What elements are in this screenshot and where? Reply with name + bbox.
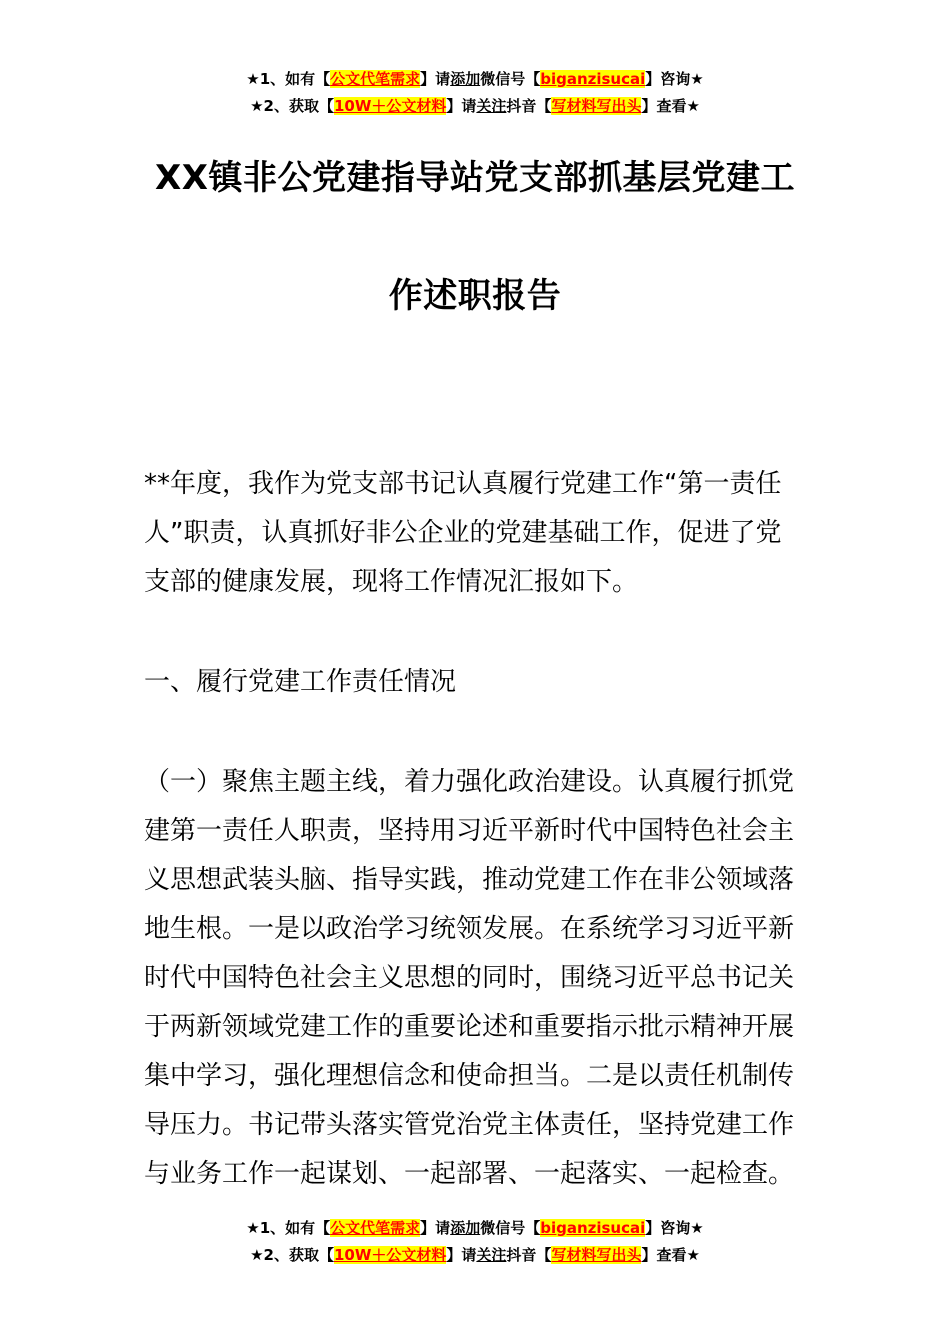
banner-text: ★1、如有【 xyxy=(246,1219,331,1237)
section-heading xyxy=(144,658,808,707)
banner-underlined: 添加 xyxy=(450,1219,481,1237)
text-line: 集中学习，强化理想信念和使命担当。二是以责任机制传 xyxy=(144,1061,795,1091)
text-line: 义思想武装头脑、指导实践，推动党建工作在非公领域落 xyxy=(144,865,795,895)
banner-highlight: 10W＋公文材料 xyxy=(333,97,447,115)
banner-underlined: 关注 xyxy=(476,97,507,115)
banner-highlight: 10W＋公文材料 xyxy=(333,1246,447,1264)
text-line: 建第一责任人职责，坚持用习近平新时代中国特色社会主 xyxy=(144,816,795,846)
banner-text: 】请 xyxy=(446,1246,477,1264)
section-body-paragraph xyxy=(144,758,808,1199)
banner-line-1 xyxy=(0,66,950,93)
banner-text: 】查看★ xyxy=(641,97,700,115)
document-title-line-2: 作述职报告 xyxy=(388,276,562,316)
banner-text: 】咨询★ xyxy=(645,1219,704,1237)
banner-line-2 xyxy=(0,1242,950,1269)
banner-text: 微信号【 xyxy=(480,1219,541,1237)
text-line: 地生根。一是以政治学习统领发展。在系统学习习近平新 xyxy=(144,914,795,944)
banner-underlined: 关注 xyxy=(476,1246,507,1264)
banner-highlight-douyin: 写材料写出头 xyxy=(551,97,642,115)
banner-text: 微信号【 xyxy=(480,70,541,88)
banner-highlight: 公文代笔需求 xyxy=(330,70,421,88)
text-line: **年度，我作为党支部书记认真履行党建工作“第一责任 xyxy=(144,469,782,499)
banner-text: 】请 xyxy=(420,70,451,88)
banner-text: ★1、如有【 xyxy=(246,70,331,88)
banner-text: ★2、获取【 xyxy=(250,1246,334,1264)
top-banner xyxy=(0,66,950,120)
banner-highlight-douyin: 写材料写出头 xyxy=(551,1246,642,1264)
banner-highlight-wechat: biganzisucai xyxy=(540,1219,646,1237)
banner-highlight: 公文代笔需求 xyxy=(330,1219,421,1237)
text-line: （一）聚焦主题主线，着力强化政治建设。认真履行抓党 xyxy=(144,767,795,797)
banner-text: 抖音【 xyxy=(506,97,552,115)
text-line: 时代中国特色社会主义思想的同时，围绕习近平总书记关 xyxy=(144,963,795,993)
banner-text: 】查看★ xyxy=(641,1246,700,1264)
text-line: 人”职责，认真抓好非公企业的党建基础工作，促进了党 xyxy=(144,518,782,548)
document-title-line-1: XX镇非公党建指导站党支部抓基层党建工 xyxy=(155,158,795,198)
banner-text: 】咨询★ xyxy=(645,70,704,88)
banner-line-1 xyxy=(0,1215,950,1242)
banner-text: ★2、获取【 xyxy=(250,97,334,115)
bottom-banner xyxy=(0,1215,950,1269)
banner-text: 】请 xyxy=(446,97,477,115)
text-line: 导压力。书记带头落实管党治党主体责任，坚持党建工作 xyxy=(144,1110,795,1140)
banner-text: 】请 xyxy=(420,1219,451,1237)
section-heading-text: 一、履行党建工作责任情况 xyxy=(144,667,457,697)
banner-line-2 xyxy=(0,93,950,120)
text-line: 支部的健康发展，现将工作情况汇报如下。 xyxy=(144,567,639,597)
banner-highlight-wechat: biganzisucai xyxy=(540,70,646,88)
banner-text: 抖音【 xyxy=(506,1246,552,1264)
intro-paragraph xyxy=(144,460,808,607)
banner-underlined: 添加 xyxy=(450,70,481,88)
text-line: 与业务工作一起谋划、一起部署、一起落实、一起检查。 xyxy=(144,1159,795,1189)
text-line: 于两新领域党建工作的重要论述和重要指示批示精神开展 xyxy=(144,1012,795,1042)
